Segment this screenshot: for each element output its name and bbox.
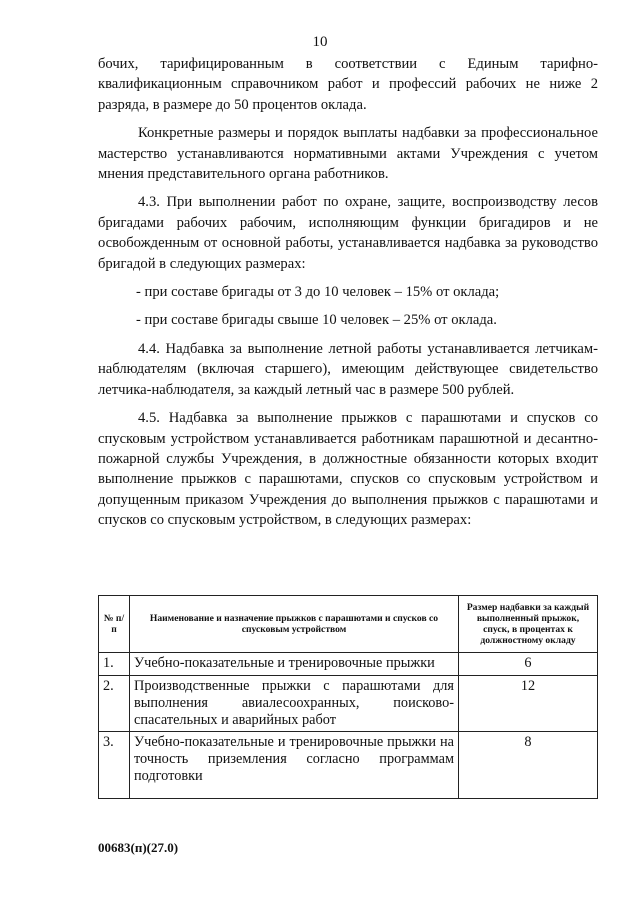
row-number: 1. bbox=[99, 653, 130, 676]
row-allowance-percent: 8 bbox=[459, 732, 598, 799]
paragraph-professional-skill: Конкретные размеры и порядок выплаты надбавки за профессиональное мастерство устанавливаются нормативными актами Учреждения с учетом мнения представительного органа работников. bbox=[98, 125, 598, 183]
table-header-row bbox=[99, 596, 598, 653]
page-number: 10 bbox=[312, 34, 328, 50]
row-allowance-percent: 12 bbox=[459, 676, 598, 732]
row-jump-type: Учебно-показательные и тренировочные прыжки bbox=[130, 653, 459, 676]
list-item-brigade-small: - при составе бригады от 3 до 10 человек – 15% от оклада; bbox=[136, 284, 500, 301]
document-code: 00683(п)(27.0) bbox=[98, 840, 179, 855]
row-allowance-percent: 6 bbox=[459, 653, 598, 676]
table-row bbox=[99, 676, 598, 732]
row-jump-type: Производственные прыжки с парашютами для выполнения авиалесоохранных, поисково-спасательных и аварийных работ bbox=[130, 676, 459, 732]
paragraph-4-5: 4.5. Надбавка за выполнение прыжков с парашютами и спусков со спусковым устройством устанавливается работникам парашютной и десантно-пожарной службы Учреждения, в должностные обязанности которых входит выполнение прыжков с парашютами, спусков со спусковым устройством и допущенным приказом Учреждения до выполнения прыжков с парашютами и спусков со спусковым устройством, в следующих размерах: bbox=[98, 410, 598, 529]
document-body bbox=[98, 54, 598, 531]
table-row bbox=[99, 653, 598, 676]
paragraph-4-4: 4.4. Надбавка за выполнение летной работы устанавливается летчикам-наблюдателям (включая старшего), имеющим действующее свидетельство летчика-наблюдателя, за каждый летный час в размере 500 рублей. bbox=[98, 340, 598, 398]
table-row bbox=[99, 732, 598, 799]
row-number: 3. bbox=[99, 732, 130, 799]
header-allowance-size: Размер надбавки за каждый выполненный прыжок, спуск, в процентах к должностному окладу bbox=[459, 596, 598, 653]
header-jump-type: Наименование и назначение прыжков с парашютами и спусков со спусковым устройством bbox=[130, 596, 459, 653]
paragraph-continuation: бочих, тарифицированным в соответствии с Единым тарифно-квалификационным справочником работ и профессий рабочих не ниже 2 разряда, в размере до 50 процентов оклада. bbox=[98, 56, 598, 113]
header-number: № п/п bbox=[99, 596, 130, 653]
row-jump-type: Учебно-показательные и тренировочные прыжки на точность приземления согласно программам подготовки bbox=[130, 732, 459, 799]
list-item-brigade-large: - при составе бригады свыше 10 человек – 25% от оклада. bbox=[136, 312, 497, 329]
jump-allowance-table bbox=[98, 595, 598, 799]
row-number: 2. bbox=[99, 676, 130, 732]
paragraph-4-3: 4.3. При выполнении работ по охране, защите, воспроизводству лесов бригадами рабочих рабочим, исполняющим функции бригадиров и не освобожденным от основной работы, устанавливается надбавка за руководство бригадой в следующих размерах: bbox=[98, 194, 598, 272]
